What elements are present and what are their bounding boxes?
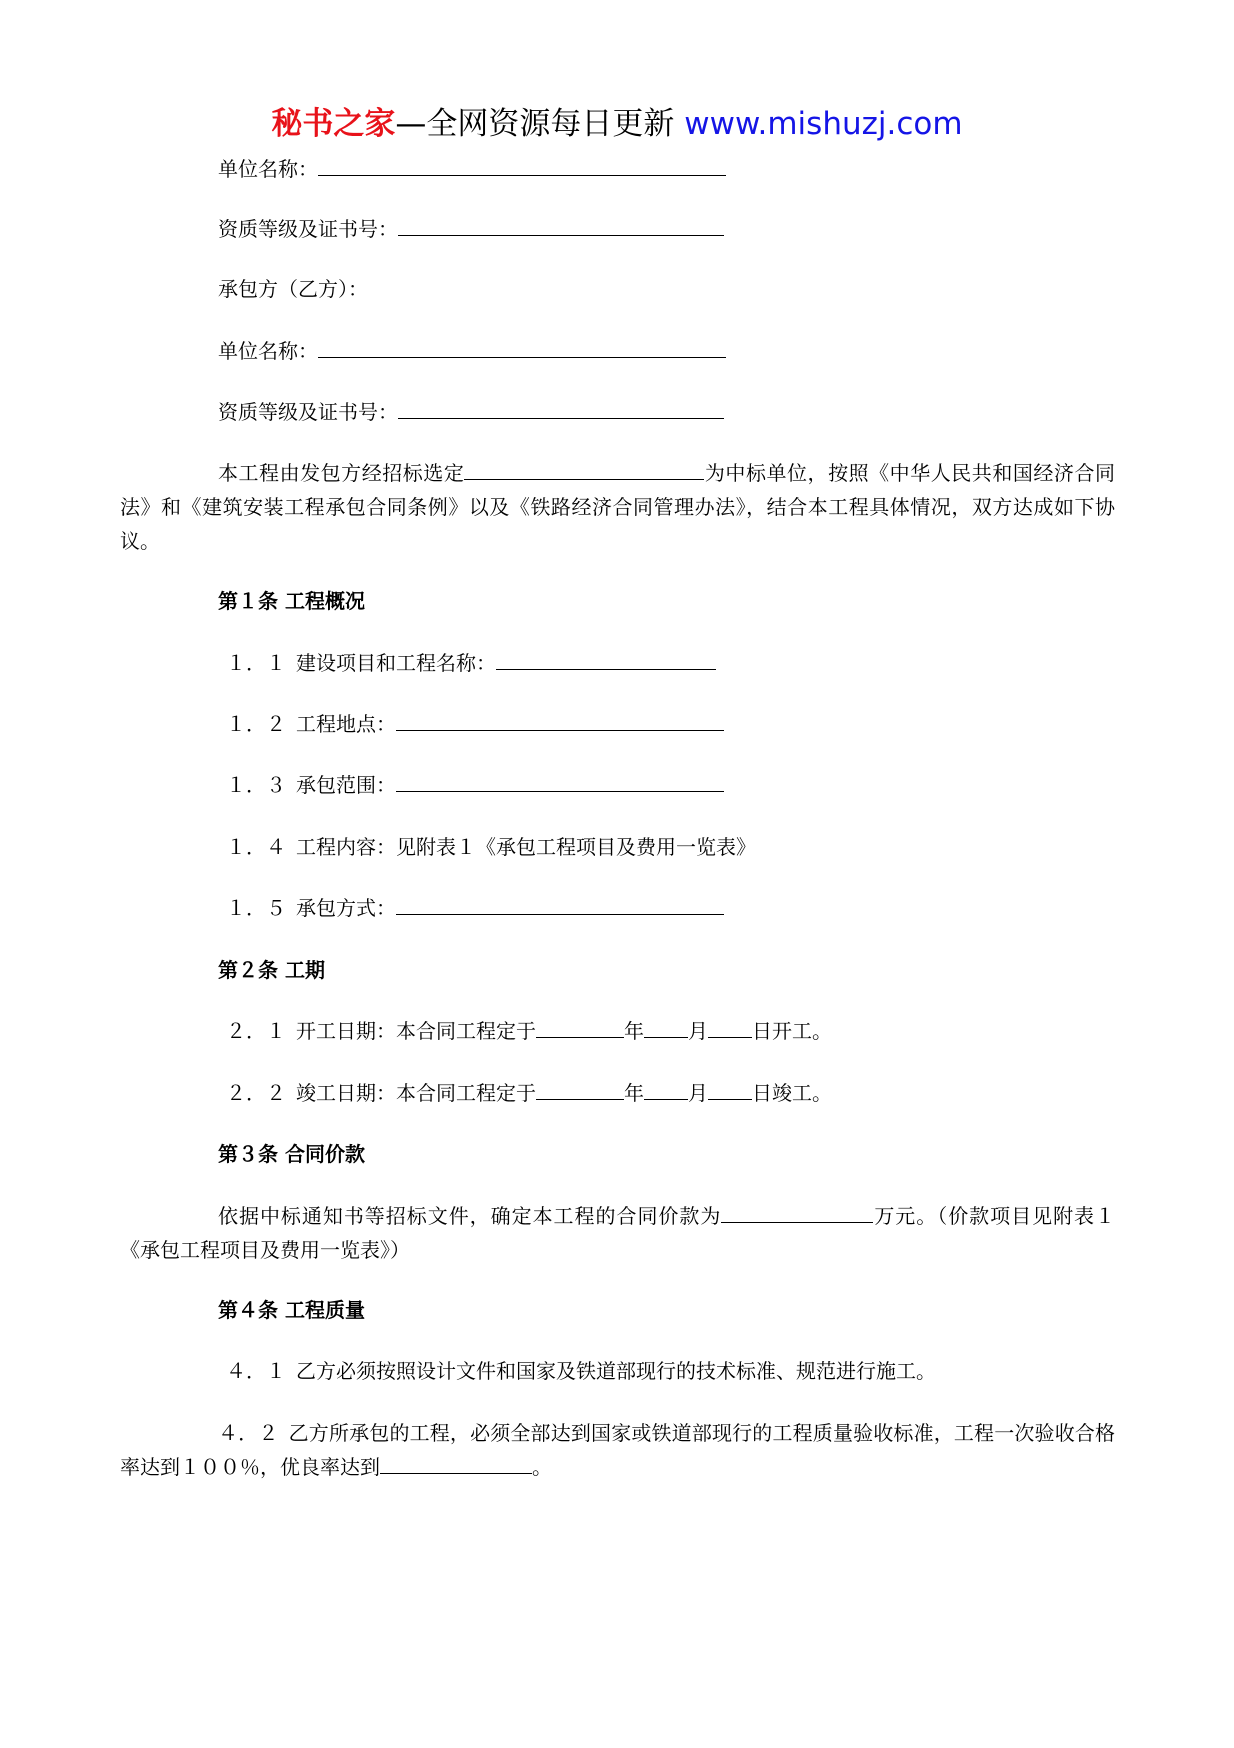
item-1-3 xyxy=(226,768,724,802)
item-blank xyxy=(396,892,724,915)
item-4-2 xyxy=(120,1416,1115,1484)
contract-price-blank xyxy=(721,1200,873,1223)
item-2-1 xyxy=(226,1014,832,1048)
party-b-name-field xyxy=(218,334,726,368)
end-day-blank xyxy=(708,1077,752,1100)
quality-text-before: 乙方所承包的工程，必须全部达到国家或铁道部现行的工程质量验收标准，工程一次验收合格率达到１００％，优良率达到 xyxy=(120,1421,1116,1479)
article2-heading: 第２条 工期 xyxy=(218,958,325,982)
winning-bidder-blank xyxy=(464,457,704,480)
item-number: ２．２ xyxy=(226,1081,286,1105)
party-a-name-field xyxy=(218,152,726,186)
month-label: 月 xyxy=(688,1081,708,1105)
intro-text-after: 为中标单位，按照《中华人民共和国经济合同法》和《建筑安装工程承包合同条例》以及《铁路经济合同管理办法》，结合本工程具体情况，双方达成如下协议。 xyxy=(120,461,1115,553)
item-label: 建设项目和工程名称： xyxy=(296,651,496,675)
start-day-blank xyxy=(708,1015,752,1038)
year-label: 年 xyxy=(624,1081,644,1105)
article3-heading: 第３条 合同价款 xyxy=(218,1142,365,1166)
intro-paragraph xyxy=(120,456,1115,558)
banner-brand: 秘书之家 xyxy=(271,106,396,142)
banner-url-link[interactable]: www.mishuzj.com xyxy=(684,106,963,142)
end-year-blank xyxy=(536,1077,624,1100)
item-number: １．１ xyxy=(226,651,286,675)
item-4-1 xyxy=(226,1354,936,1388)
party-a-qualification-blank xyxy=(398,213,724,236)
item-label: 工程地点： xyxy=(296,712,396,736)
excellence-rate-blank xyxy=(380,1451,532,1474)
party-a-qualification-field xyxy=(218,212,724,246)
start-year-blank xyxy=(536,1015,624,1038)
party-b-name-label: 单位名称： xyxy=(218,339,318,363)
day-label: 日开工。 xyxy=(752,1019,832,1043)
party-b-title xyxy=(218,272,368,306)
item-blank xyxy=(496,647,716,670)
item-1-4 xyxy=(226,830,756,864)
item-label: 承包方式： xyxy=(296,896,396,920)
item-blank xyxy=(396,769,724,792)
month-label: 月 xyxy=(688,1019,708,1043)
party-a-name-label: 单位名称： xyxy=(218,157,318,181)
price-text-after: 万元。（价款项目见附表１《承包工程项目及费用一览表》） xyxy=(120,1204,1116,1262)
item-number: ４．２ xyxy=(218,1421,279,1445)
item-number: １．２ xyxy=(226,712,286,736)
item-1-5 xyxy=(226,891,724,925)
item-label: 承包范围： xyxy=(296,773,396,797)
day-label: 日竣工。 xyxy=(752,1081,832,1105)
end-month-blank xyxy=(644,1077,688,1100)
banner-slogan: —全网资源每日更新 xyxy=(395,106,675,142)
quality-text-after: 。 xyxy=(532,1455,552,1479)
price-text-before: 依据中标通知书等招标文件，确定本工程的合同价款为 xyxy=(218,1204,722,1228)
item-number: ４．１ xyxy=(226,1359,286,1383)
article4-heading: 第４条 工程质量 xyxy=(218,1298,365,1322)
start-month-blank xyxy=(644,1015,688,1038)
party-b-qualification-label: 资质等级及证书号： xyxy=(218,400,398,424)
party-a-qualification-label: 资质等级及证书号： xyxy=(218,217,398,241)
item-text: 乙方必须按照设计文件和国家及铁道部现行的技术标准、规范进行施工。 xyxy=(296,1359,936,1383)
site-banner xyxy=(0,104,1234,144)
item-number: １．３ xyxy=(226,773,286,797)
party-b-qualification-blank xyxy=(398,396,724,419)
item-number: ２．１ xyxy=(226,1019,286,1043)
item-1-2 xyxy=(226,707,724,741)
intro-text-before: 本工程由发包方经招标选定 xyxy=(218,461,465,485)
party-b-name-blank xyxy=(318,335,726,358)
item-number: １．４ xyxy=(226,835,286,859)
item-1-1 xyxy=(226,646,716,680)
year-label: 年 xyxy=(624,1019,644,1043)
article1-heading: 第１条 工程概况 xyxy=(218,589,365,613)
item-number: １．５ xyxy=(226,896,286,920)
party-b-title-text: 承包方（乙方）： xyxy=(218,277,368,301)
item-label: 开工日期：本合同工程定于 xyxy=(296,1019,536,1043)
item-blank xyxy=(396,708,724,731)
item-2-2 xyxy=(226,1076,832,1110)
party-b-qualification-field xyxy=(218,395,724,429)
item-label: 竣工日期：本合同工程定于 xyxy=(296,1081,536,1105)
article3-paragraph xyxy=(120,1199,1115,1267)
party-a-name-blank xyxy=(318,153,726,176)
item-label: 工程内容：见附表１《承包工程项目及费用一览表》 xyxy=(296,835,756,859)
